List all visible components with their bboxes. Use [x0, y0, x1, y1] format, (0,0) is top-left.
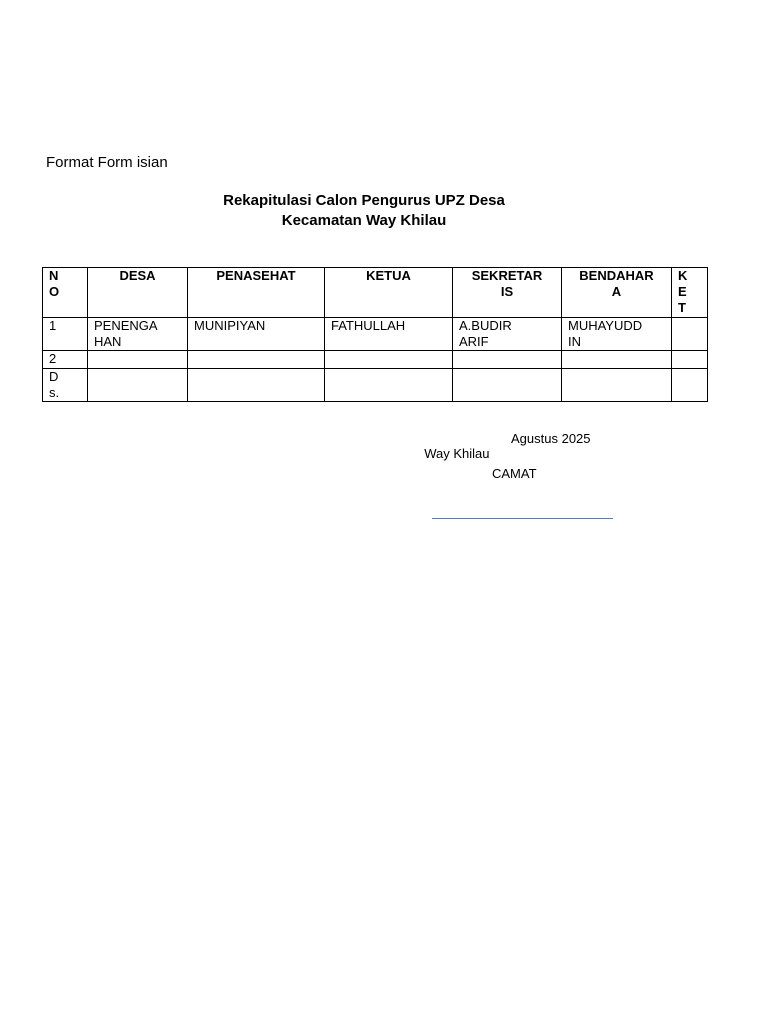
- cell-bendahara: [562, 351, 672, 369]
- cell-bendahara: MUHAYUDD IN: [562, 318, 672, 351]
- signer-title: CAMAT: [492, 466, 537, 481]
- cell-ket: [672, 318, 708, 351]
- document-title: Rekapitulasi Calon Pengurus UPZ Desa: [223, 192, 505, 209]
- cell-bendahara: [562, 369, 672, 402]
- header-sekretaris: SEKRETAR IS: [453, 268, 562, 318]
- cell-sekretaris: [453, 369, 562, 402]
- recap-table: [42, 267, 708, 402]
- cell-no: D s.: [43, 369, 88, 402]
- cell-penasehat: [188, 351, 325, 369]
- cell-sekretaris: A.BUDIR ARIF: [453, 318, 562, 351]
- cell-ketua: [325, 351, 453, 369]
- cell-penasehat: MUNIPIYAN: [188, 318, 325, 351]
- cell-ketua: [325, 369, 453, 402]
- header-no: N O: [43, 268, 88, 318]
- table-row: [43, 318, 708, 351]
- cell-sekretaris: [453, 351, 562, 369]
- header-bendahara: BENDAHAR A: [562, 268, 672, 318]
- place-text: Way Khilau: [424, 446, 490, 461]
- form-label: Format Form isian: [46, 154, 168, 171]
- document-subtitle: Kecamatan Way Khilau: [281, 212, 447, 229]
- date-text: Agustus 2025: [511, 431, 591, 446]
- cell-desa: [88, 351, 188, 369]
- header-ketua: KETUA: [325, 268, 453, 318]
- cell-ket: [672, 351, 708, 369]
- table-row: [43, 369, 708, 402]
- cell-desa: PENENGA HAN: [88, 318, 188, 351]
- cell-no: 1: [43, 318, 88, 351]
- table-row: [43, 351, 708, 369]
- signature-line: [432, 518, 613, 519]
- cell-desa: [88, 369, 188, 402]
- table-header-row: [43, 268, 708, 318]
- header-desa: DESA: [88, 268, 188, 318]
- header-penasehat: PENASEHAT: [188, 268, 325, 318]
- cell-ket: [672, 369, 708, 402]
- cell-no: 2: [43, 351, 88, 369]
- header-ket: K E T: [672, 268, 708, 318]
- cell-penasehat: [188, 369, 325, 402]
- cell-ketua: FATHULLAH: [325, 318, 453, 351]
